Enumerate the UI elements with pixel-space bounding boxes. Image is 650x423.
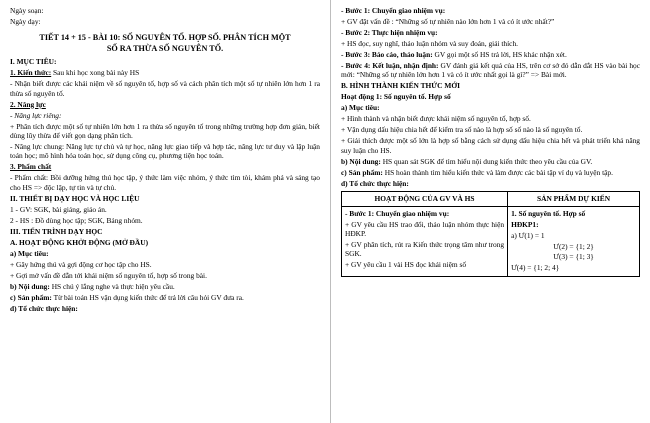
para-specific-competence: + Phân tích được một số tự nhiên lớn hơn 1 ra thừa số nguyên tố trong những trường hợp đơn giản, biết dùng lũy thừa để viết gọn dạng phân tích. <box>10 121 320 141</box>
heading-process: III. TIẾN TRÌNH DẠY HỌC <box>10 226 103 236</box>
label-competence: 2. Năng lực <box>10 99 46 109</box>
step-3-heading: - Bước 3: Báo cáo, thảo luận: <box>341 49 433 59</box>
step-2-heading: - Bước 2: Thực hiện nhiệm vụ: <box>341 27 438 37</box>
label-activity-content: b) Nội dung: <box>341 156 381 166</box>
step-1-heading: - Bước 1: Chuyển giao nhiệm vụ: <box>341 6 446 15</box>
activity-line-3: + GV yêu cầu 1 vài HS đọc khái niệm số <box>345 260 467 270</box>
table-header-teacher-student: HOẠT ĐỘNG CỦA GV VÀ HS <box>342 191 508 206</box>
activity-1-title: Hoạt động 1: Số nguyên tố. Hợp số <box>341 92 451 102</box>
text-specific-competence: - Năng lực riêng: <box>10 110 62 120</box>
activity-line-2: + GV phân tích, rút ra Kiến thức trọng tâm như trong SGK. <box>345 240 505 259</box>
step-4-body: GV đánh giá kết quả của HS, trên cơ sở đó dẫn dắt HS vào bài học mới: “Những số tự nhiên lớn hơn 1 và có ít ước nhất gọi là gì?” => Bài mới. <box>341 60 640 80</box>
product-divisor-2: Ư(2) = {1; 2} <box>553 241 594 251</box>
para-activity-goal-1: + Hình thành và nhận biết được khái niệm số nguyên tố, hợp số. <box>341 114 531 124</box>
heading-new-knowledge: B. HÌNH THÀNH KIẾN THỨC MỚI <box>341 81 460 91</box>
para-student-materials: 2 - HS : Đồ dùng học tập; SGK, Bảng nhóm. <box>10 215 143 225</box>
label-specific-competence <box>10 111 320 120</box>
heading-objectives: I. MỤC TIÊU: <box>10 57 57 67</box>
step-2-body: + HS đọc, suy nghĩ, thảo luận nhóm và suy đoán, giải thích. <box>341 38 519 48</box>
heading-equipment: II. THIẾT BỊ DẠY HỌC VÀ HỌC LIỆU <box>10 193 140 203</box>
product-divisor-4: Ư(4) = {1; 2; 4} <box>511 263 560 273</box>
step-1-body: + GV đặt vấn đề : “Những số tự nhiên nào lớn hơn 1 và có ít ước nhất?” <box>341 16 555 26</box>
activity-step-1: - Bước 1: Chuyển giao nhiệm vụ: <box>345 208 450 218</box>
para-activity-goal-2: + Vận dụng dấu hiệu chia hết để kiểm tra số nào là hợp số số nào là số nguyên tố. <box>341 125 583 135</box>
product-divisor-3: Ư(3) = {1; 3} <box>553 252 594 262</box>
label-activity-goal: a) Mục tiêu: <box>341 103 380 113</box>
activity-line-1: + GV yêu cầu HS trao đổi, thảo luận nhóm thực hiện HĐKP. <box>345 219 505 239</box>
para-qualities: - Phẩm chất: Bồi dưỡng hứng thú học tập, ý thức làm việc nhóm, ý thức tìm tòi, khám phá và sáng tạo cho HS => độc lập, tự tin và tự chủ. <box>10 173 320 192</box>
table-header-expected-product: SẢN PHẨM DỰ KIẾN <box>508 191 640 206</box>
date-prepared: Ngày soạn: <box>10 6 44 15</box>
label-warmup-content: b) Nội dung: <box>10 281 50 291</box>
lesson-title-line2: SỐ RA THỪA SỐ NGUYÊN TỐ. <box>106 43 224 53</box>
para-warmup-content <box>10 282 320 291</box>
para-warmup-goal-1: + Gây hứng thú và gợi động cơ học tập cho HS. <box>10 259 152 269</box>
right-column <box>330 0 650 423</box>
para-knowledge <box>10 68 320 77</box>
product-hdkp-label: HĐKP1: <box>511 219 539 229</box>
text-warmup-content: HS chú ý lắng nghe và thực hiện yêu cầu. <box>49 281 175 291</box>
para-general-competence: - Năng lực chung: Năng lực tự chủ và tự học, năng lực giao tiếp và hợp tác, năng lực tư duy và lập luận toán học; mô hình hóa toán học, sử dụng công cụ, phương tiện học toán. <box>10 142 320 161</box>
lesson-title-line1: TIẾT 14 + 15 - BÀI 10: SỐ NGUYÊN TỐ. HỢP SỐ. PHÂN TÍCH MỘT <box>39 32 291 42</box>
text-activity-product: HS hoàn thành tìm hiểu kiến thức và làm được các bài tập ví dụ và luyện tập. <box>382 167 613 177</box>
label-qualities: 3. Phẩm chất <box>10 162 52 172</box>
para-knowledge-detail: - Nhận biết được các khái niệm về số nguyên tố, hợp số và cách phân tích một số tự nhiên lớn hơn 1 ra thừa số nguyên tố. <box>10 79 320 98</box>
label-activity-organization: d) Tổ chức thực hiện: <box>341 178 409 188</box>
table-header-row <box>342 191 640 206</box>
para-warmup-goal-2: + Gợi mở vấn đề dẫn tới khái niệm số nguyên tố, hợp số trong bài. <box>10 270 207 280</box>
heading-warmup: A. HOẠT ĐỘNG KHỞI ĐỘNG (MỞ ĐẦU) <box>10 237 149 247</box>
step-4-heading: - Bước 4: Kết luận, nhận định: <box>341 60 439 70</box>
table-row <box>342 206 640 277</box>
table-cell-activities <box>342 206 508 277</box>
label-activity-product: c) Sản phẩm: <box>341 167 383 177</box>
para-activity-goal-3: + Giải thích được một số lớn là hợp số bằng cách sử dụng dấu hiệu chia hết và phát triển khả năng suy luận cho HS. <box>341 136 640 155</box>
activity-plan-table <box>341 191 640 277</box>
text-warmup-product: Từ bài toán HS vận dụng kiến thức để trả lời câu hỏi GV đưa ra. <box>51 292 244 302</box>
text-activity-content: HS quan sát SGK để tìm hiểu nội dung kiến thức theo yêu cầu của GV. <box>380 156 593 166</box>
label-warmup-product: c) Sản phẩm: <box>10 292 52 302</box>
table-cell-products <box>508 206 640 277</box>
step-3 <box>341 50 640 59</box>
para-activity-content <box>341 157 640 166</box>
label-knowledge: 1. Kiến thức: <box>10 68 52 78</box>
text-knowledge: Sau khi học xong bài này HS <box>51 68 140 78</box>
para-teacher-materials: 1 - GV: SGK, bài giảng, giáo án. <box>10 204 107 214</box>
para-activity-product <box>341 168 640 177</box>
product-divisor-1: a) Ư(1) = 1 <box>511 230 545 240</box>
para-warmup-product <box>10 293 320 302</box>
product-section-title: 1. Số nguyên tố. Hợp số <box>511 208 586 218</box>
step-4 <box>341 61 640 80</box>
label-warmup-organization: d) Tổ chức thực hiện: <box>10 303 78 313</box>
step-3-body: GV gọi một số HS trả lời, HS khác nhận xét. <box>432 49 567 59</box>
date-taught: Ngày dạy: <box>10 16 41 26</box>
label-warmup-goal: a) Mục tiêu: <box>10 248 49 258</box>
